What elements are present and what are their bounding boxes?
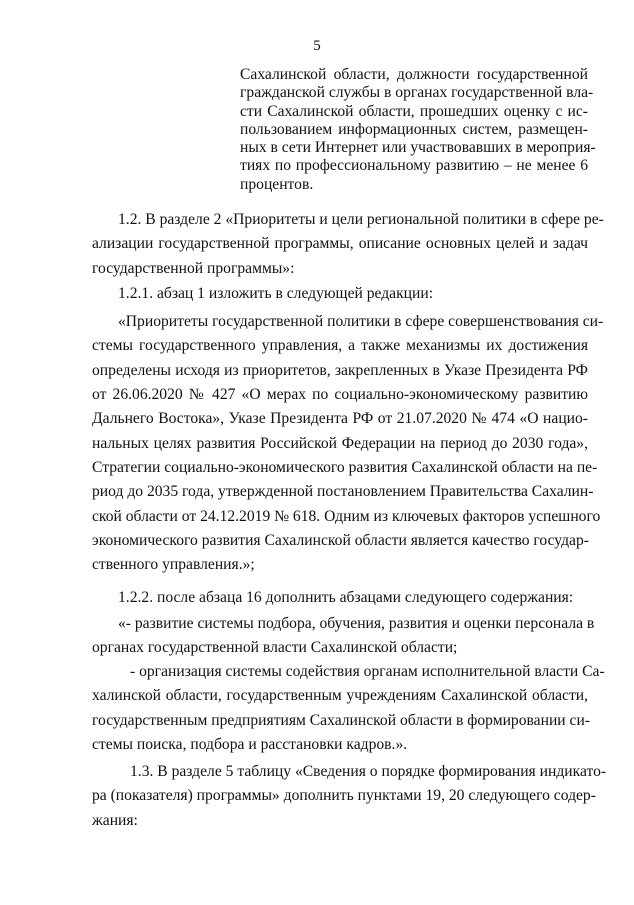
- text-line: «- развитие системы подбора, обучения, развития и оценки персонала в: [118, 615, 595, 632]
- paragraph-section-1-2-2: [92, 586, 588, 610]
- text-line: ра (показателя) программы» дополнить пунктами 19, 20 следующего содер-: [92, 787, 596, 805]
- text-line: процентов.: [240, 175, 314, 193]
- text-line: 1.3. В разделе 5 таблицу «Сведения о порядке формирования индикато-: [130, 763, 607, 780]
- paragraph-priorities-quote: [92, 310, 604, 578]
- text-line: «Приоритеты государственной политики в сфере совершенствования си-: [118, 313, 604, 330]
- text-line: стемы государственного управления, а также механизмы их достижения: [92, 337, 588, 355]
- text-line: гражданской службы в органах государственной вла-: [240, 84, 594, 102]
- text-line: Дальнего Востока», Указе Президента РФ от 21.07.2020 № 474 «О нацио-: [92, 410, 588, 428]
- page-number: 5: [313, 38, 321, 54]
- paragraph-section-1-2-1: [92, 282, 588, 306]
- paragraph-section-1-3: [92, 760, 607, 833]
- text-line: ской области от 24.12.2019 № 618. Одним из ключевых факторов успешного: [92, 507, 601, 525]
- text-line: стемы поиска, подбора и расстановки кадров.».: [92, 736, 408, 754]
- text-line: государственным предприятиям Сахалинской области в формировании си-: [92, 711, 591, 729]
- header-continuation-text: [240, 66, 596, 194]
- text-line: жания:: [92, 811, 138, 829]
- text-line: 1.2. В разделе 2 «Приоритеты и цели региональной политики в сфере ре-: [118, 211, 604, 228]
- text-line: ственного управления.»;: [92, 556, 255, 574]
- paragraph-section-1-2: [92, 208, 604, 281]
- text-line: халинской области, государственным учреждениям Сахалинской области,: [92, 687, 588, 705]
- text-line: - организация системы содействия органам исполнительной власти Са-: [130, 663, 605, 680]
- text-line: тиях по профессиональному развитию – не менее 6: [240, 157, 588, 175]
- text-line: сти Сахалинской области, прошедших оценку с ис-: [240, 102, 588, 120]
- text-line: органах государственной власти Сахалинской области;: [92, 639, 458, 657]
- paragraph-personnel-system: [92, 612, 595, 661]
- text-line: 1.2.2. после абзаца 16 дополнить абзацами следующего содержания:: [118, 589, 574, 606]
- text-line: пользованием информационных систем, размещен-: [240, 120, 588, 138]
- text-line: ных в сети Интернет или участвовавших в мероприя-: [240, 139, 596, 157]
- text-line: государственной программы»:: [92, 259, 295, 277]
- text-line: 1.2.1. абзац 1 изложить в следующей редакции:: [118, 285, 434, 302]
- text-line: Сахалинской области, должности государственной: [240, 66, 588, 83]
- text-line: экономического развития Сахалинской области является качество государ-: [92, 532, 589, 550]
- text-line: риод до 2035 года, утвержденной постановлением Правительства Сахалин-: [92, 483, 594, 501]
- text-line: Стратегии социально-экономического развития Сахалинской области на пе-: [92, 459, 598, 477]
- paragraph-assistance-system: [92, 660, 605, 757]
- text-line: определены исходя из приоритетов, закрепленных в Указе Президента РФ: [92, 361, 588, 379]
- text-line: от 26.06.2020 № 427 «О мерах по социально-экономическому развитию: [92, 386, 588, 404]
- text-line: нальных целях развития Российской Федерации на период до 2030 года»,: [92, 434, 588, 452]
- text-line: ализации государственной программы, описание основных целей и задач: [92, 235, 588, 253]
